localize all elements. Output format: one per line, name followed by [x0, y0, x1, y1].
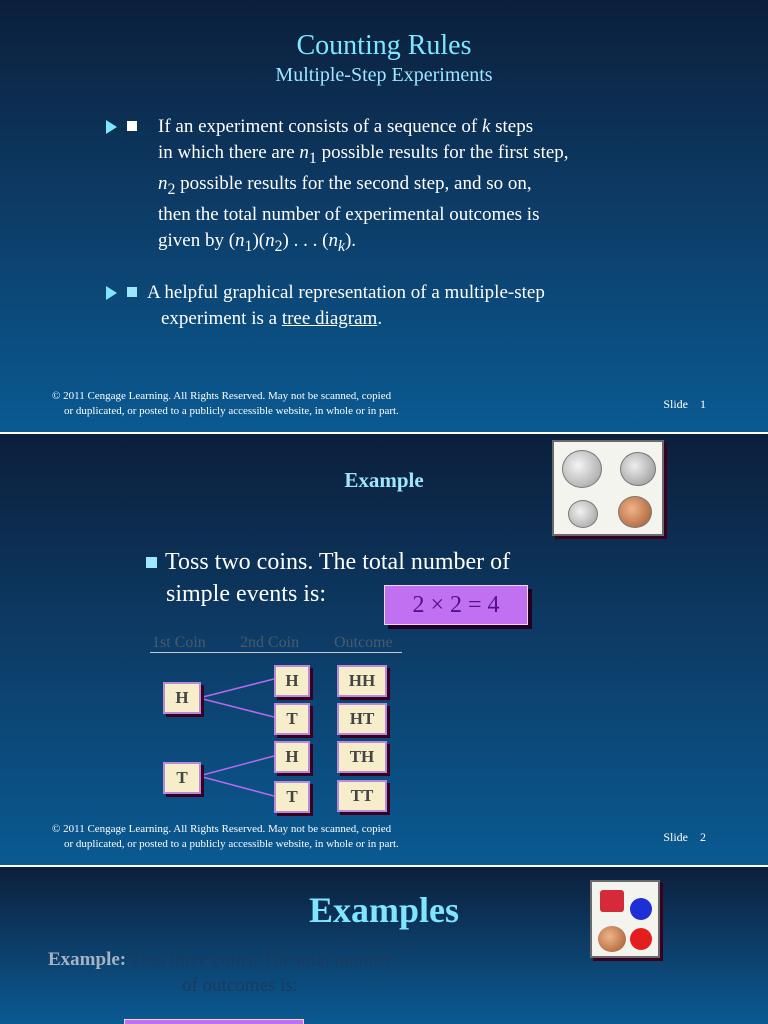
column-header-outcome: Outcome: [334, 634, 393, 651]
dice-and-coins-image: [590, 880, 660, 958]
tree-diagram-link[interactable]: tree diagram: [281, 307, 378, 329]
tree-node-first-h: H: [163, 682, 201, 714]
outcome-th: TH: [337, 741, 387, 773]
branch-line: [199, 776, 274, 796]
square-bullet-icon: [127, 287, 137, 297]
counting-rule-text: If an experiment consists of a sequence of k steps in which there are $n_1$ possible results for the first step, $n_2$ possible results for the second step, and so on, then the total number of experimental outcomes is given by $(n_1)(n_2)$ . . . $(n_k)$.: [158, 116, 569, 255]
slide-1: [0, 0, 768, 432]
toss-two-coins-text: Toss two coins. The total number of simple events is:: [146, 546, 510, 610]
bullet-counting-rule: [106, 114, 569, 255]
answer-box: [124, 1019, 304, 1024]
branch-line: [199, 756, 274, 776]
slide-number: Slide 1: [663, 397, 706, 411]
red-die-icon: [600, 890, 624, 912]
slide-title: Counting Rules: [296, 30, 472, 61]
outcome-hh: HH: [337, 665, 387, 697]
formula-box: 2 × 2 = 4: [384, 585, 528, 625]
slide-title: Examples: [308, 890, 459, 930]
tree-node-second-t: T: [274, 781, 310, 813]
branch-line: [199, 679, 274, 698]
column-header-first-coin: 1st Coin: [152, 634, 206, 651]
outcome-tt: TT: [337, 780, 387, 812]
tree-node-second-h: H: [274, 741, 310, 773]
square-bullet-icon: [127, 121, 137, 131]
penny-coin-icon: [598, 926, 626, 952]
tree-node-second-h: H: [274, 665, 310, 697]
triangle-bullet-icon: [106, 286, 117, 300]
red-ball-icon: [630, 928, 652, 950]
outcome-ht: HT: [337, 703, 387, 735]
slide-2: [0, 434, 768, 865]
triangle-bullet-icon: [106, 120, 117, 134]
blue-ball-icon: [630, 898, 652, 920]
tree-node-second-t: T: [274, 703, 310, 735]
branch-line: [199, 698, 274, 717]
column-header-second-coin: 2nd Coin: [240, 634, 300, 651]
slide-number: Slide 2: [663, 830, 706, 844]
copyright-footer: © 2011 Cengage Learning. All Rights Reserved. May not be scanned, copied or duplicated, or posted to a publicly accessible website, in whole or in part.: [52, 390, 399, 417]
bullet-tree-diagram: A helpful graphical representation of a multiple-step experiment is a tree diagram.: [106, 280, 545, 331]
slide-subtitle: Multiple-Step Experiments: [275, 64, 493, 86]
tree-node-first-t: T: [163, 762, 201, 794]
slide-title: Example: [344, 468, 424, 492]
copyright-footer: © 2011 Cengage Learning. All Rights Reserved. May not be scanned, copied or duplicated, or posted to a publicly accessible website, in whole or in part.: [52, 823, 399, 850]
slide-3: [0, 867, 768, 1024]
toss-three-coins-text: Example: Toss three coins. The total number of outcomes is:: [48, 949, 393, 996]
